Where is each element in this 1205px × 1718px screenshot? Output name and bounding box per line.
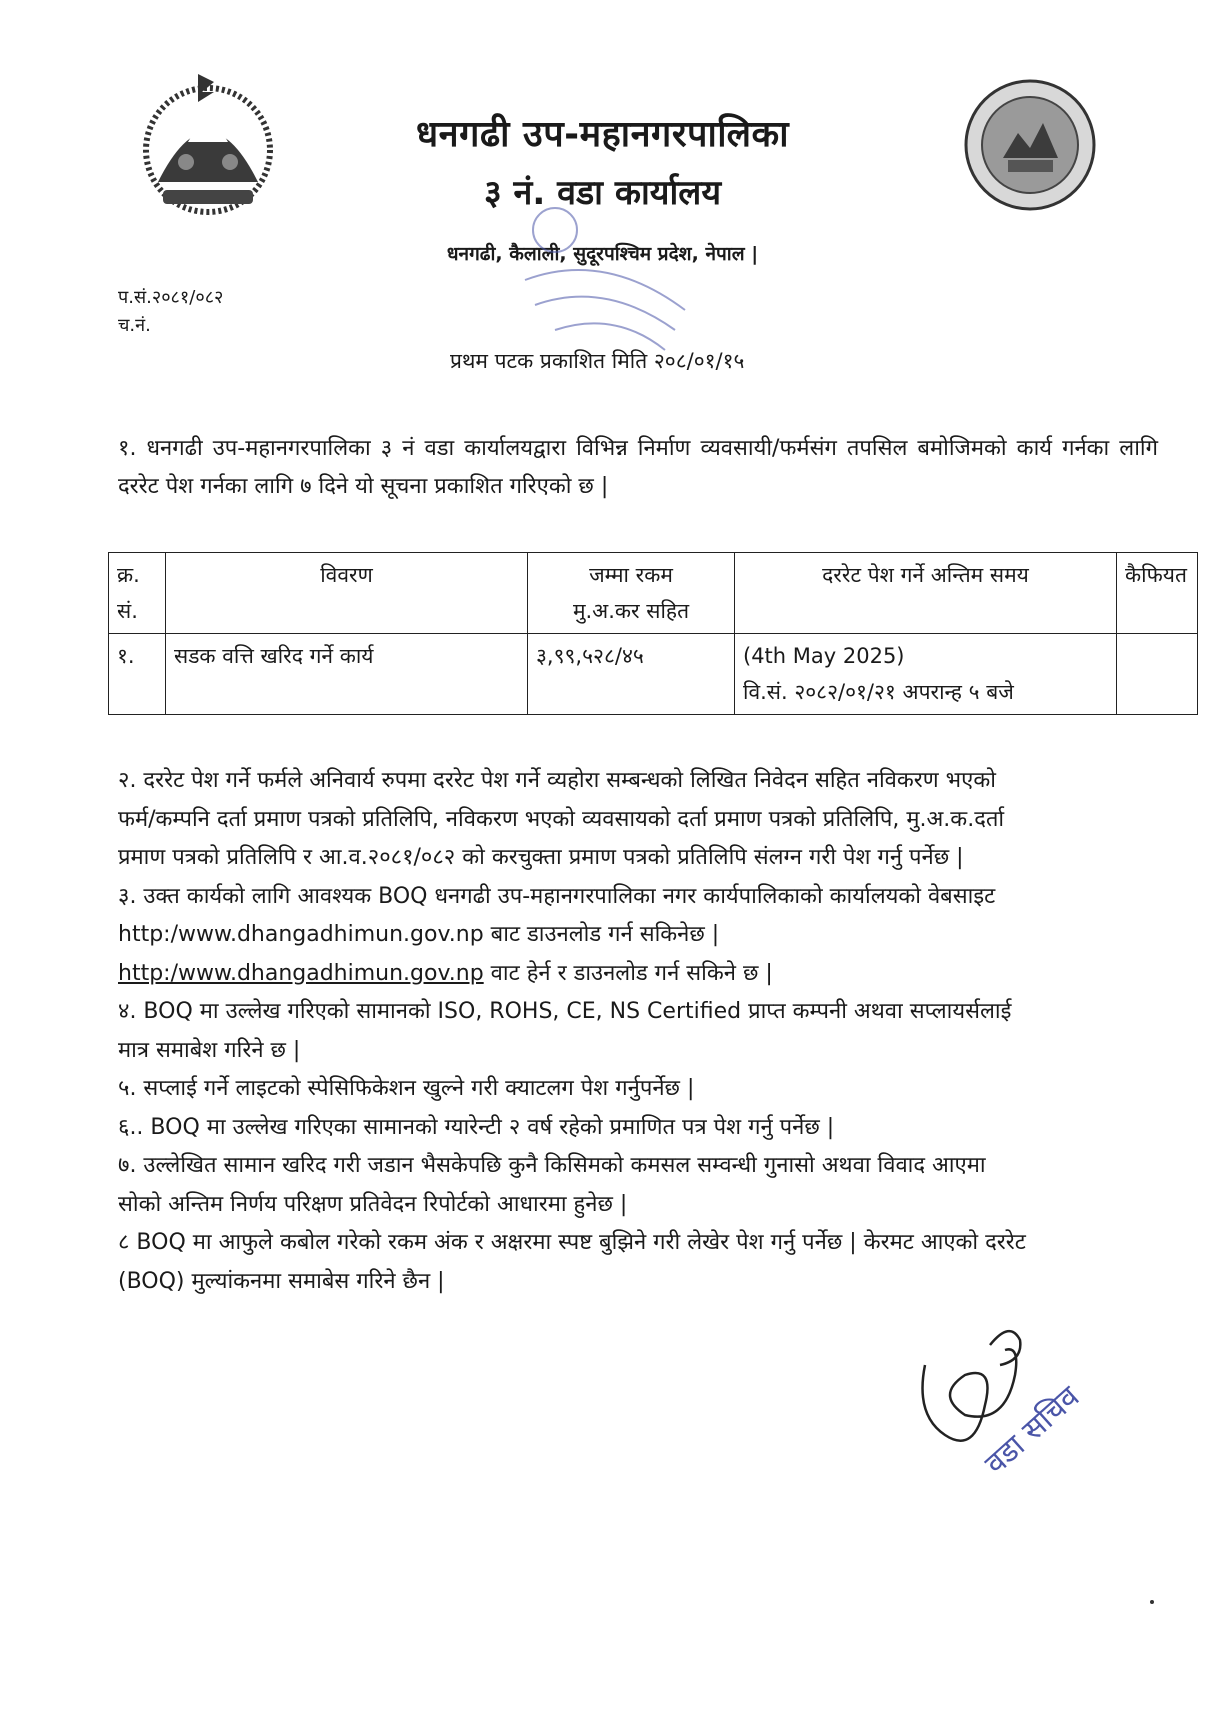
dispatch-number: च.नं. bbox=[118, 315, 151, 336]
condition-6: ६.. BOQ मा उल्लेख गरिएका सामानको ग्यारेन्टी २ वर्ष रहेको प्रमाणित पत्र पेश गर्नु पर्नेछ | bbox=[118, 1114, 835, 1140]
intro-paragraph: १. धनगढी उप-महानगरपालिका ३ नं वडा कार्यालयद्वारा विभिन्न निर्माण व्यवसायी/फर्मसंग तपसिल बमोजिमको कार्य गर्नका लागि दररेट पेश गर्नका लागि ७ दिने यो सूचना प्रकाशित गरिएको छ | bbox=[118, 436, 1158, 499]
tender-table bbox=[108, 552, 1198, 715]
table-header-row bbox=[109, 553, 1198, 634]
deadline-english: (4th May 2025) bbox=[743, 644, 905, 668]
header-amount bbox=[528, 553, 735, 634]
condition-5: ५. सप्लाई गर्ने लाइटको स्पेसिफिकेशन खुल्ने गरी क्याटलग पेश गर्नुपर्नेछ | bbox=[118, 1076, 695, 1101]
cell-deadline bbox=[735, 634, 1117, 715]
cell-amount: ३,९९,५२८/४५ bbox=[528, 634, 735, 715]
conditions-list bbox=[118, 762, 1163, 1301]
condition-2-line3: प्रमाण पत्रको प्रतिलिपि र आ.व.२०८१/०८२ को करचुक्ता प्रमाण पत्रको प्रतिलिपि संलग्न गरी पेश गर्नु पर्नेछ | bbox=[118, 845, 964, 870]
condition-2-line2: फर्म/कम्पनि दर्ता प्रमाण पत्रको प्रतिलिपि, नविकरण भएको व्यवसायको दर्ता प्रमाण पत्रको प्रतिलिपि, मु.अ.क.दर्ता bbox=[118, 806, 1005, 832]
cell-sn: १. bbox=[109, 634, 166, 715]
header-remarks: कैफियत bbox=[1117, 553, 1198, 634]
condition-4-line2: मात्र समाबेश गरिने छ | bbox=[118, 1037, 301, 1063]
letter-number: प.सं.२०८१/०८२ bbox=[118, 287, 224, 308]
condition-3-line3 bbox=[118, 955, 1163, 994]
cell-description: सडक वत्ति खरिद गर्ने कार्य bbox=[166, 634, 528, 715]
header-amount-line2: मु.अ.कर सहित bbox=[572, 599, 690, 623]
cell-remarks bbox=[1117, 634, 1198, 715]
condition-8-line1: ८ BOQ मा आफुले कबोल गरेको रकम अंक र अक्षरमा स्पष्ट बुझिने गरी लेखेर पेश गर्नु पर्नेछ | केरमट आएको दररेट bbox=[118, 1230, 1026, 1255]
office-address: धनगढी, कैलाली, सुदूरपश्चिम प्रदेश, नेपाल | bbox=[446, 243, 759, 265]
condition-3-line3-text: वाट हेर्न र डाउनलोड गर्न सकिने छ | bbox=[483, 960, 773, 986]
condition-4-line1: ४. BOQ मा उल्लेख गरिएको सामानको ISO, ROHS, CE, NS Certified प्राप्त कम्पनी अथवा सप्लायर्सलाई bbox=[118, 999, 1012, 1024]
condition-3-line2: http:/www.dhangadhimun.gov.np बाट डाउनलोड गर्न सकिनेछ | bbox=[118, 922, 720, 947]
condition-8-line2: (BOQ) मुल्यांकनमा समाबेस गरिने छैन | bbox=[118, 1268, 445, 1294]
deadline-nepali: वि.सं. २०८२/०१/२१ अपरान्ह ५ बजे bbox=[743, 680, 1014, 704]
condition-3-line1: ३. उक्त कार्यको लागि आवश्यक BOQ धनगढी उप-महानगरपालिका नगर कार्यपालिकाको कार्यालयको वेबसाइट bbox=[118, 883, 996, 909]
header-deadline: दररेट पेश गर्ने अन्तिम समय bbox=[735, 553, 1117, 634]
ward-office-title: ३ नं. वडा कार्यालय bbox=[483, 173, 722, 213]
condition-2-line1: २. दररेट पेश गर्ने फर्मले अनिवार्य रुपमा दररेट पेश गर्ने व्यहोरा सम्बन्धको लिखित निवेदन सहित नविकरण भएको bbox=[118, 768, 996, 793]
publication-date: प्रथम पटक प्रकाशित मिति २०८/०१/१५ bbox=[450, 349, 745, 373]
header-sn: क्र. सं. bbox=[109, 553, 166, 634]
ward-secretary-label: वडा सचिव bbox=[978, 1379, 1087, 1482]
condition-7-line2: सोको अन्तिम निर्णय परिक्षण प्रतिवेदन रिपोर्टको आधारमा हुनेछ | bbox=[118, 1191, 628, 1217]
office-title: धनगढी उप-महानगरपालिका bbox=[415, 114, 790, 155]
scan-speck bbox=[1150, 1600, 1154, 1604]
header-description: विवरण bbox=[166, 553, 528, 634]
table-row bbox=[109, 634, 1198, 715]
ward-stamp-icon bbox=[515, 200, 715, 360]
header-amount-line1: जम्मा रकम bbox=[589, 563, 673, 587]
boq-website-link[interactable]: http:/www.dhangadhimun.gov.np bbox=[118, 960, 484, 986]
condition-7-line1: ७. उल्लेखित सामान खरिद गरी जडान भैसकेपछि कुनै किसिमको कमसल सम्वन्धी गुनासो अथवा विवाद आएमा bbox=[118, 1153, 986, 1178]
